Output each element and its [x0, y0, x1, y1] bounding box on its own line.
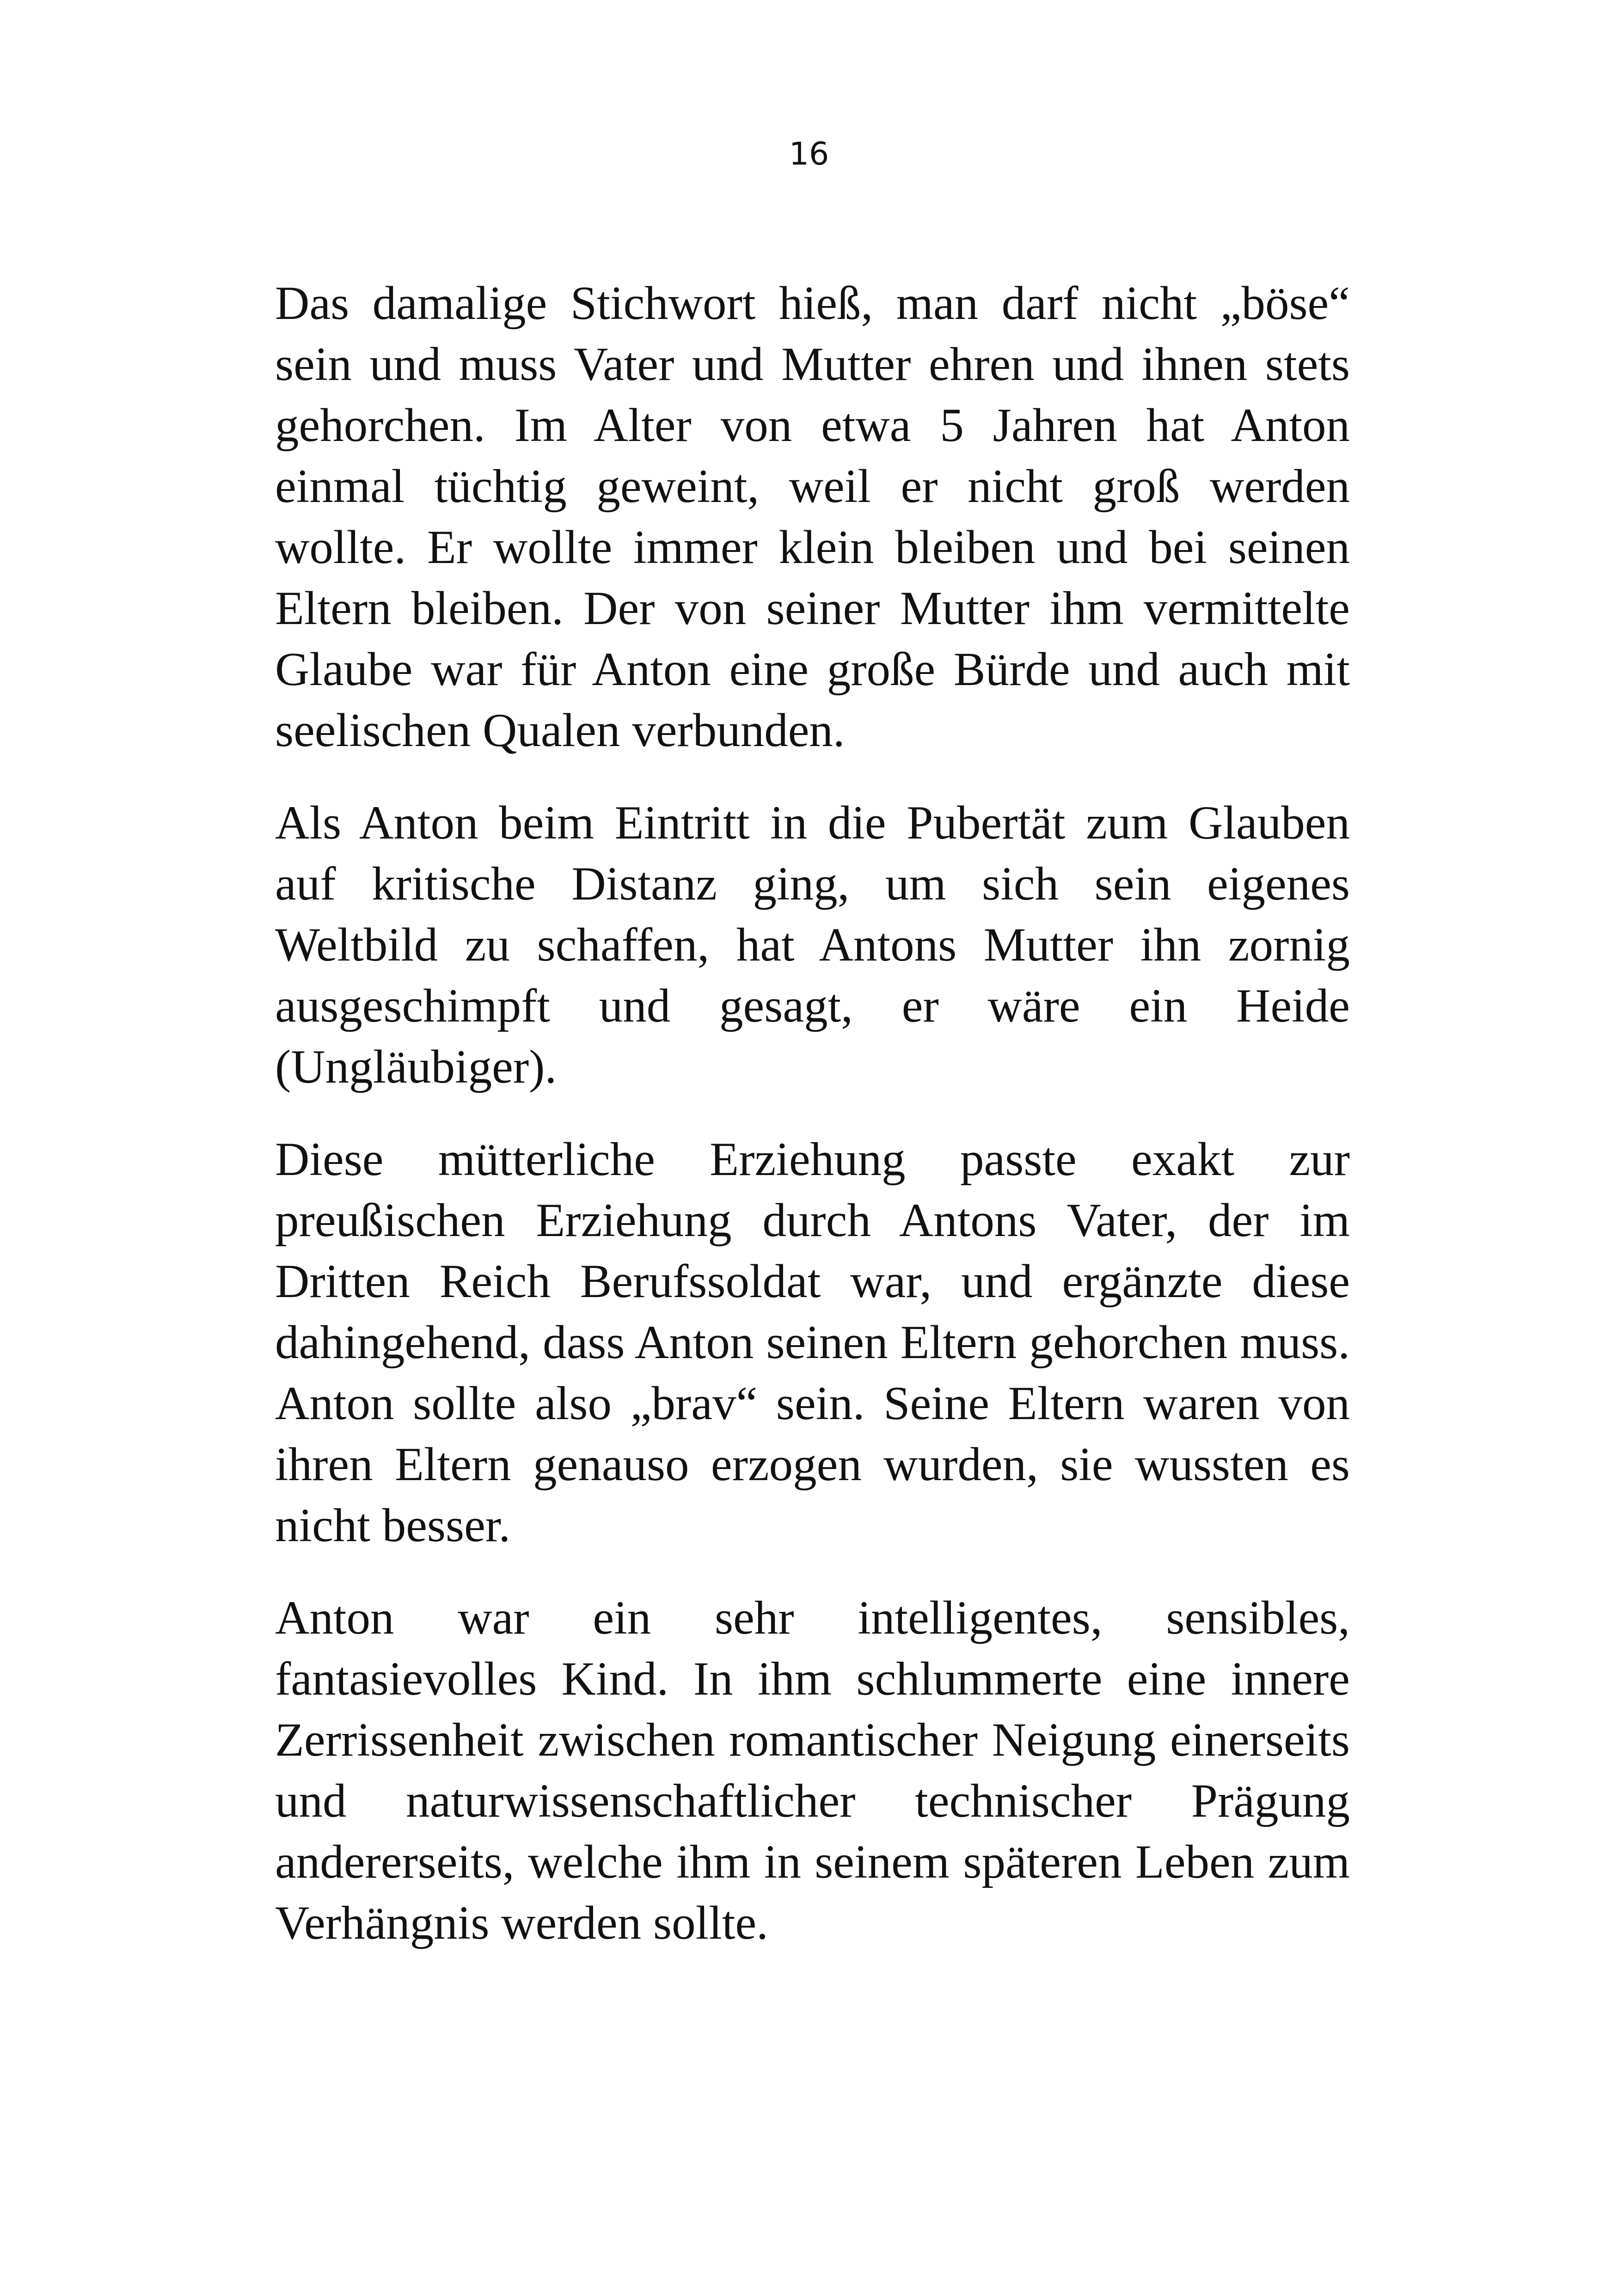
paragraph-4: Anton war ein sehr intelligentes, sensibles, fantasievolles Kind. In ihm schlummerte eine innere Zerrissenheit zwischen romantischer Neigung einerseits und naturwissenschaftlicher technischer Prägung andererseits, welche ihm in seinem späteren Leben zum Verhängnis werden sollte. [275, 1592, 1350, 1949]
body-text [275, 273, 1350, 1985]
paragraph-2: Als Anton beim Eintritt in die Pubertät zum Glauben auf kritische Distanz ging, um sich sein eigenes Weltbild zu schaffen, hat Antons Mutter ihn zornig ausgeschimpft und gesagt, er wäre ein Heide (Ungläubiger). [275, 796, 1350, 1093]
paragraph-3: Diese mütterliche Erziehung passte exakt zur preußischen Erziehung durch Antons Vater, der im Dritten Reich Berufssoldat war, und ergänzte diese dahingehend, dass Anton seinen Eltern gehorchen muss. Anton sollte also „brav“ sein. Seine Eltern waren von ihren Eltern genauso erzogen wurden, sie wussten es nicht besser. [275, 1133, 1350, 1552]
page-number: 16 [789, 136, 829, 172]
paragraph-1: Das damalige Stichwort hieß, man darf nicht „böse“ sein und muss Vater und Mutter ehren und ihnen stets gehorchen. Im Alter von etwa 5 Jahren hat Anton einmal tüchtig geweint, weil er nicht groß werden wollte. Er wollte immer klein bleiben und bei seinen Eltern bleiben. Der von seiner Mutter ihm vermittelte Glaube war für Anton eine große Bürde und auch mit seelischen Qualen verbunden. [275, 277, 1350, 757]
